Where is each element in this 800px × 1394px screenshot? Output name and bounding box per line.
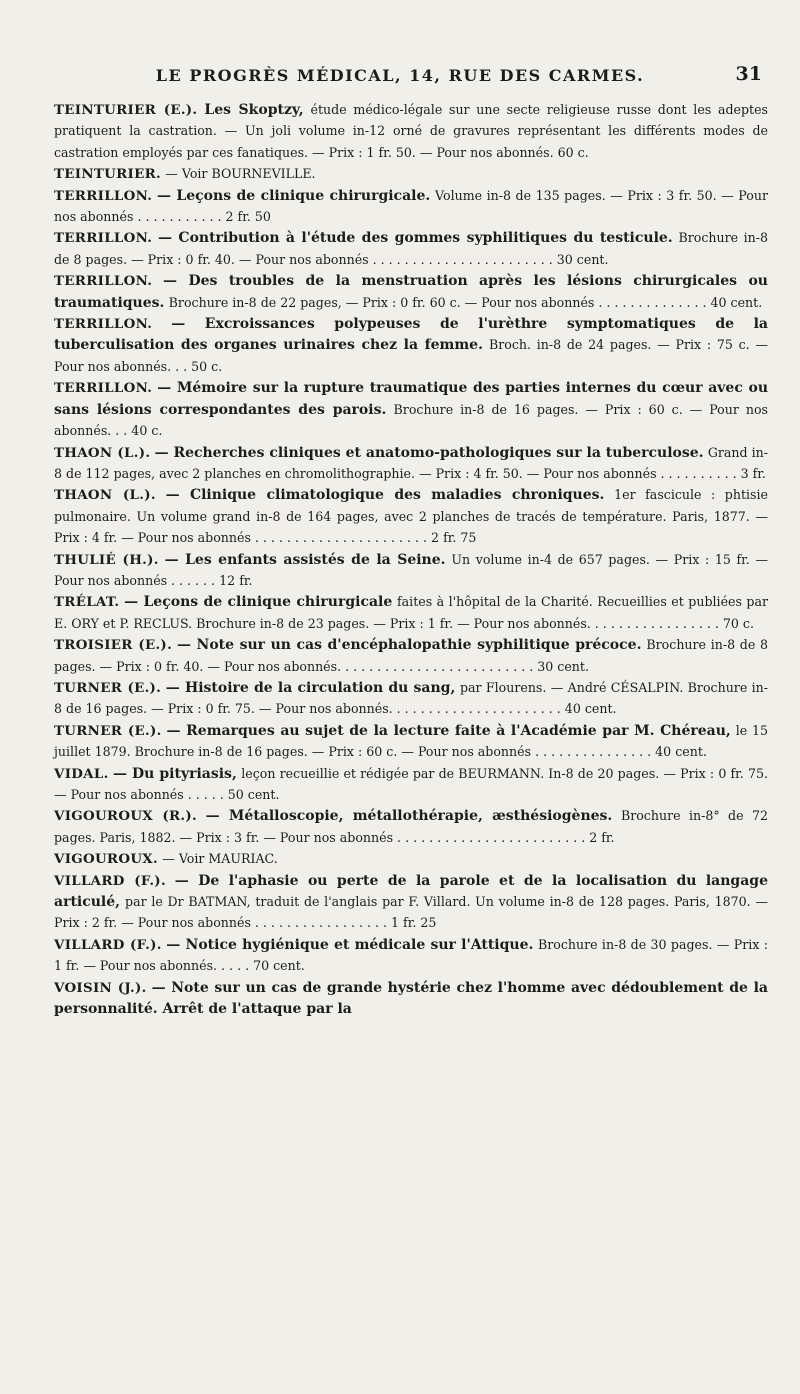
catalog-entry: [54, 228, 768, 271]
entry-author: TERRILLON.: [54, 380, 153, 397]
entry-headline: — Note sur un cas d'encéphalopathie syphilitique précoce.: [176, 637, 642, 654]
page-number: 31: [735, 63, 762, 85]
entry-headline: — Les enfants assistés de la Seine.: [164, 551, 446, 568]
entry-description: Volume in-8 de 135 pages. — Prix : 3 fr. 50. — Pour nos abonnés . . . . . . . . . . . 2 fr. 50: [54, 187, 768, 225]
entry-author: THAON (L.).: [54, 444, 151, 461]
entry-author: TERRILLON.: [54, 230, 153, 247]
catalog-entry: [54, 164, 768, 185]
catalog-entry: [54, 721, 768, 764]
entry-headline: — Leçons de clinique chirurgicale.: [157, 187, 431, 204]
entry-description: faites à l'hôpital de la Charité. Recueillies et publiées par E. ORY et P. RECLUS. Brochure in-8 de 23 pages. — Prix : 1 fr. — Pour nos abonnés. . . . . . . . . . . . . . . . . 70 c.: [54, 594, 769, 631]
catalog-entry: [54, 485, 768, 549]
entry-author: VIGOUROUX.: [54, 851, 158, 868]
catalog-entry: [54, 271, 768, 314]
entry-description: Brochure in-8 de 16 pages. — Prix : 60 c. — Pour nos abonnés. . . 40 c.: [54, 401, 768, 439]
entry-description: par le Dr BATMAN, traduit de l'anglais par F. Villard. Un volume in-8 de 128 pages. Paris, 1870. — Prix : 2 fr. — Pour nos abonnés . . . . . . . . . . . . . . . . . 1 fr. 25: [54, 894, 768, 931]
entry-description: — Voir BOURNEVILLE.: [165, 166, 316, 182]
entry-headline: — Histoire de la circulation du sang,: [165, 679, 456, 696]
catalog-entry: [54, 678, 768, 721]
entry-author: THAON (L.).: [54, 487, 156, 504]
entry-author: VILLARD (F.).: [54, 936, 162, 953]
catalog-list: [54, 100, 768, 1020]
entry-author: TURNER (E.).: [54, 722, 162, 739]
entry-author: TERRILLON.: [54, 316, 153, 333]
entry-author: TEINTURIER (E.).: [54, 102, 198, 118]
entry-description: Broch. in-8 de 24 pages. — Prix : 75 c. — Pour nos abonnés. . . 50 c.: [54, 337, 768, 374]
entry-headline: — Contribution à l'étude des gommes syphilitiques du testicule.: [158, 230, 673, 247]
entry-description: Grand in-8 de 112 pages, avec 2 planches en chromolithographie. — Prix : 4 fr. 50. — Pour nos abonnés . . . . . . . . . . 3 fr.: [54, 444, 768, 481]
entry-headline: — Leçons de clinique chirurgicale: [124, 594, 393, 611]
header-title: LE PROGRÈS MÉDICAL, 14, RUE DES CARMES.: [155, 66, 645, 85]
entry-headline: — De l'aphasie ou perte de la parole et de la localisation du langage articulé,: [54, 872, 768, 911]
entry-headline: — Clinique climatologique des maladies chroniques.: [165, 487, 605, 504]
entry-author: TRÉLAT.: [54, 594, 120, 611]
catalog-entry: [54, 764, 768, 807]
entry-author: TROISIER (E.).: [54, 637, 173, 654]
entry-author: TERRILLON.: [54, 187, 153, 204]
entry-headline: — Mémoire sur la rupture traumatique des parties internes du cœur avec ou sans lésions correspondantes des parois.: [54, 380, 769, 418]
catalog-entry: [54, 849, 768, 870]
entry-description: Brochure in-8 de 8 pages. — Prix : 0 fr. 40. — Pour nos abonnés. . . . . . . . . . . . . . . . . . . . . . . . . 30 cent.: [54, 637, 768, 674]
entry-description: étude médico-légale sur une secte religieuse russe dont les adeptes pratiquent la castration. — Un joli volume in-12 orné de gravures représentant les différents modes de castration employés par ces fanatiques. — Prix : 1 fr. 50. — Pour nos abonnés. 60 c.: [54, 102, 768, 160]
entry-description: Brochure in-8° de 72 pages. Paris, 1882. — Prix : 3 fr. — Pour nos abonnés . . . . . . . . . . . . . . . . . . . . . . . . 2 fr.: [54, 808, 768, 845]
entry-headline: — Métalloscopie, métallothérapie, æsthésiogènes.: [205, 808, 613, 825]
catalog-entry: [54, 443, 768, 486]
entry-headline: — Des troubles de la menstruation après les lésions chirurgicales ou traumatiques.: [54, 273, 768, 311]
entry-description: Un volume in-4 de 657 pages. — Prix : 15 fr. — Pour nos abonnés . . . . . . 12 fr.: [54, 551, 768, 588]
entry-description: le 15 juillet 1879. Brochure in-8 de 16 pages. — Prix : 60 c. — Pour nos abonnés . . . . . . . . . . . . . . . 40 cent.: [54, 722, 769, 760]
entry-description: Brochure in-8 de 22 pages, — Prix : 0 fr. 60 c. — Pour nos abonnés . . . . . . . . . . . . . . 40 cent.: [168, 294, 763, 310]
entry-author: VIGOUROUX (R.).: [54, 808, 197, 825]
catalog-entry: [54, 635, 768, 678]
catalog-entry: [54, 935, 768, 978]
entry-author: TURNER (E.).: [54, 679, 162, 696]
entry-headline: — Notice hygiénique et médicale sur l'Attique.: [166, 936, 534, 953]
catalog-entry: [54, 978, 768, 1021]
entry-headline: — Recherches cliniques et anatomo-pathologiques sur la tuberculose.: [154, 444, 704, 461]
entry-headline: — Du pityriasis,: [112, 765, 237, 782]
entry-headline: — Remarques au sujet de la lecture faite à l'Académie par M. Chéreau,: [166, 722, 731, 739]
catalog-entry: [54, 806, 768, 849]
entry-author: TEINTURIER.: [54, 166, 162, 183]
catalog-entry: [54, 592, 768, 635]
entry-author: THULIÉ (H.).: [54, 551, 159, 568]
catalog-entry: [54, 871, 768, 935]
entry-author: VIDAL.: [54, 765, 109, 782]
catalog-entry: [54, 378, 768, 442]
entry-headline: — Note sur un cas de grande hystérie chez l'homme avec dédoublement de la personnalité. Arrêt de l'attaque par la: [54, 979, 768, 1018]
catalog-entry: [54, 314, 768, 378]
entry-author: TERRILLON.: [54, 273, 153, 290]
entry-description: par Flourens. — André CÉSALPIN. Brochure in-8 de 16 pages. — Prix : 0 fr. 75. — Pour nos abonnés. . . . . . . . . . . . . . . . . . . . . . 40 cent.: [54, 679, 769, 717]
entry-description: 1er fascicule : phtisie pulmonaire. Un volume grand in-8 de 164 pages, avec 2 planches de tracés de température. Paris, 1877. — Prix : 4 fr. — Pour nos abonnés . . . . . . . . . . . . . . . . . . . . . . 2 fr. 75: [54, 487, 768, 546]
running-header: [0, 63, 800, 90]
entry-author: VILLARD (F.).: [54, 872, 166, 889]
entry-description: leçon recueillie et rédigée par de BEURMANN. In-8 de 20 pages. — Prix : 0 fr. 75. — Pour nos abonnés . . . . . 50 cent.: [54, 765, 769, 802]
entry-headline: Les Skoptzy,: [204, 102, 304, 118]
entry-author: VOISIN (J.).: [54, 979, 147, 996]
entry-description: — Voir MAURIAC.: [162, 851, 278, 867]
entry-description: Brochure in-8 de 8 pages. — Prix : 0 fr. 40. — Pour nos abonnés . . . . . . . . . . . . . . . . . . . . . . . 30 cent.: [54, 230, 769, 267]
entry-description: Brochure in-8 de 30 pages. — Prix : 1 fr. — Pour nos abonnés. . . . . 70 cent.: [54, 936, 768, 974]
catalog-entry: [54, 186, 768, 229]
entry-headline: — Excroissances polypeuses de l'urèthre symptomatiques de la tuberculisation des organes urinaires chez la femme.: [54, 316, 768, 354]
catalog-entry: [54, 550, 768, 593]
catalog-entry: [54, 100, 768, 164]
